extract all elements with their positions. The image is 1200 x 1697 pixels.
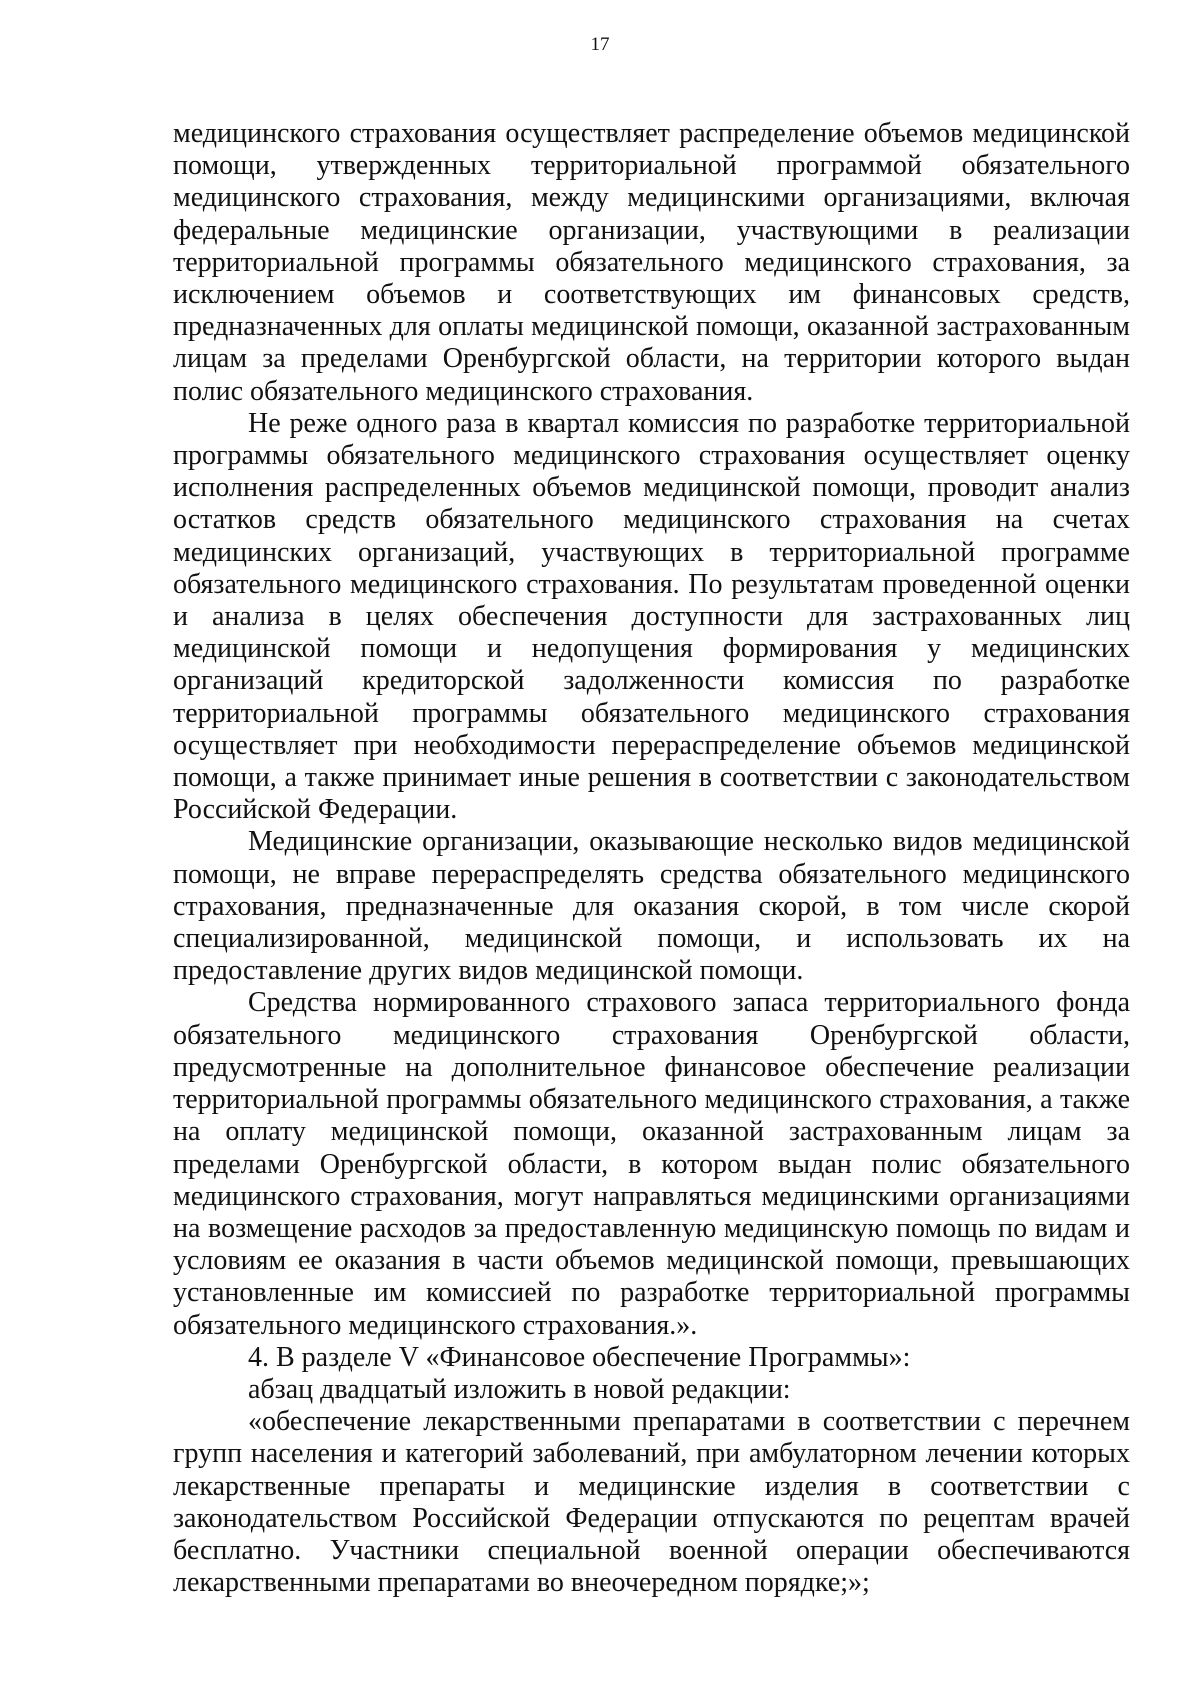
paragraph-section-v: 4. В разделе V «Финансовое обеспечение Программы»: (248, 1341, 911, 1373)
page-number: 17 (590, 34, 610, 55)
paragraph-medical-organizations: Медицинские организации, оказывающие несколько видов медицинской помощи, не вправе перераспределять средства обязательного медицинского страхования, предназначенные для оказания скорой, в том числе скорой специализированной, медицинской помощи, и использовать их на предоставление других видов медицинской помощи. (173, 826, 1130, 987)
paragraph-amendment-instruction: абзац двадцатый изложить в новой редакции: (248, 1373, 791, 1405)
paragraph-amendment-text: «обеспечение лекарственными препаратами в соответствии с перечнем групп населения и категорий заболеваний, при амбулаторном лечении которых лекарственные препараты и медицинские изделия в соответствии с законодательством Российской Федерации отпускаются по рецептам врачей бесплатно. Участники специальной военной операции обеспечиваются лекарственными препаратами во внеочередном порядке;»; (173, 1406, 1130, 1599)
paragraph-insurance-reserve: Средства нормированного страхового запаса территориального фонда обязательного медицинского страхования Оренбургской области, предусмотренные на дополнительное финансовое обеспечение реализации территориальной программы обязательного медицинского страхования, а также на оплату медицинской помощи, оказанной застрахованным лицам за пределами Оренбургской области, в котором выдан полис обязательного медицинского страхования, могут направляться медицинскими организациями на возмещение расходов за предоставленную медицинскую помощь по видам и условиям ее оказания в части объемов медицинской помощи, превышающих установленные им комиссией по разработке территориальной программы обязательного медицинского страхования.». (173, 987, 1130, 1341)
paragraph-quarterly-review: Не реже одного раза в квартал комиссия по разработке территориальной программы обязательного медицинского страхования осуществляет оценку исполнения распределенных объемов медицинской помощи, проводит анализ остатков средств обязательного медицинского страхования на счетах медицинских организаций, участвующих в территориальной программе обязательного медицинского страхования. По результатам проведенной оценки и анализа в целях обеспечения доступности для застрахованных лиц медицинской помощи и недопущения формирования у медицинских организаций кредиторской задолженности комиссия по разработке территориальной программы обязательного медицинского страхования осуществляет при необходимости перераспределение объемов медицинской помощи, а также принимает иные решения в соответствии с законодательством Российской Федерации. (173, 407, 1130, 826)
paragraph-continuation: медицинского страхования осуществляет распределение объемов медицинской помощи, утвержденных территориальной программой обязательного медицинского страхования, между медицинскими организациями, включая федеральные медицинские организации, участвующими в реализации территориальной программы обязательного медицинского страхования, за исключением объемов и соответствующих им финансовых средств, предназначенных для оплаты медицинской помощи, оказанной застрахованным лицам за пределами Оренбургской области, на территории которого выдан полис обязательного медицинского страхования. (173, 118, 1130, 407)
document-body (173, 118, 1130, 1599)
